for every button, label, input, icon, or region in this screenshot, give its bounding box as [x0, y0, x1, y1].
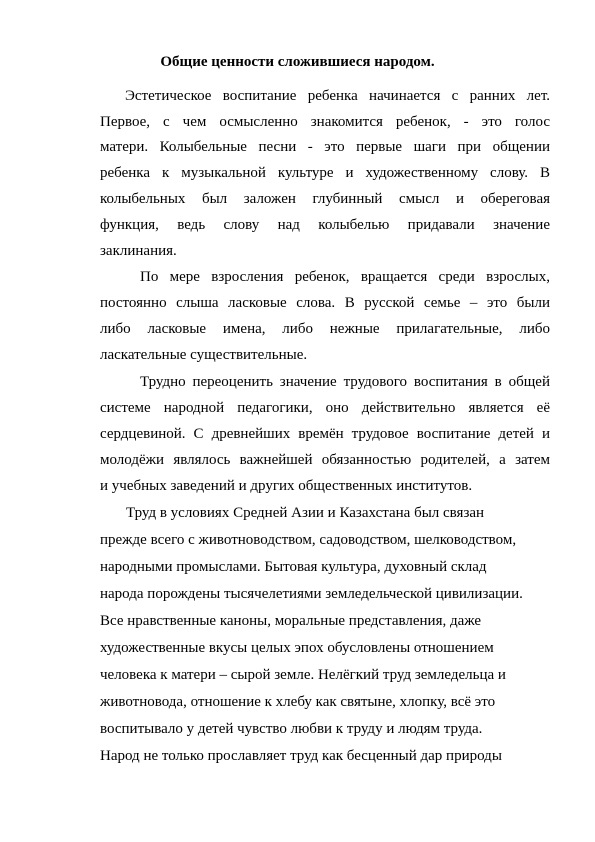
paragraph-line: Все нравственные каноны, моральные представления, даже: [100, 613, 482, 629]
paragraph-line: постоянно слыша ласковые слова. В русской семье – это были: [100, 295, 550, 311]
paragraph-line: Народ не только прославляет труд как бесценный дар природы: [100, 748, 502, 764]
paragraph-line: человека к матери – сырой земле. Нелёгкий труд земледельца и: [100, 667, 506, 683]
paragraph-line: либо ласковые имена, либо нежные прилагательные, либо: [100, 321, 550, 337]
paragraph-line: ласкательные существительные.: [100, 347, 308, 363]
paragraph-line: заклинания.: [100, 243, 177, 259]
paragraph-line: Эстетическое воспитание ребенка начинается с ранних лет.: [125, 88, 550, 104]
paragraph-line: молодёжи являлось важнейшей обязанностью родителей, а затем: [100, 452, 550, 468]
paragraph-line: Труд в условиях Средней Азии и Казахстана был связан: [126, 505, 485, 521]
paragraph-line: народными промыслами. Бытовая культура, духовный склад: [100, 559, 487, 575]
paragraph-line: По мере взросления ребенок, вращается среди взрослых,: [140, 269, 550, 285]
paragraph-line: воспитывало у детей чувство любви к труду и людям труда.: [100, 721, 483, 737]
paragraph-line: функция, ведь слову над колыбелью придавали значение: [100, 217, 550, 233]
paragraph-line: матери. Колыбельные песни - это первые шаги при общении: [100, 139, 550, 155]
paragraph-line: системе народной педагогики, оно действительно является её: [100, 400, 550, 416]
paragraph-line: Трудно переоценить значение трудового воспитания в общей: [140, 374, 550, 390]
paragraph-line: прежде всего с животноводством, садоводством, шелководством,: [100, 532, 517, 548]
paragraph-line: животновода, отношение к хлебу как святыне, хлопку, всё это: [100, 694, 496, 710]
paragraph-line: колыбельных был заложен глубинный смысл и обереговая: [100, 191, 550, 207]
paragraph-line: ребенка к музыкальной культуре и художественному слову. В: [100, 165, 550, 181]
paragraph-line: народа порождены тысячелетиями земледельческой цивилизации.: [100, 586, 523, 602]
paragraph-line: и учебных заведений и других общественных институтов.: [100, 478, 473, 494]
paragraph-line: Первое, с чем осмысленно знакомится ребенок, - это голос: [100, 114, 550, 130]
paragraph-line: художественные вкусы целых эпох обусловлены отношением: [100, 640, 494, 656]
paragraph-line: сердцевиной. С древнейших времён трудовое воспитание детей и: [100, 426, 550, 442]
document-title: Общие ценности сложившиеся народом.: [160, 54, 435, 70]
